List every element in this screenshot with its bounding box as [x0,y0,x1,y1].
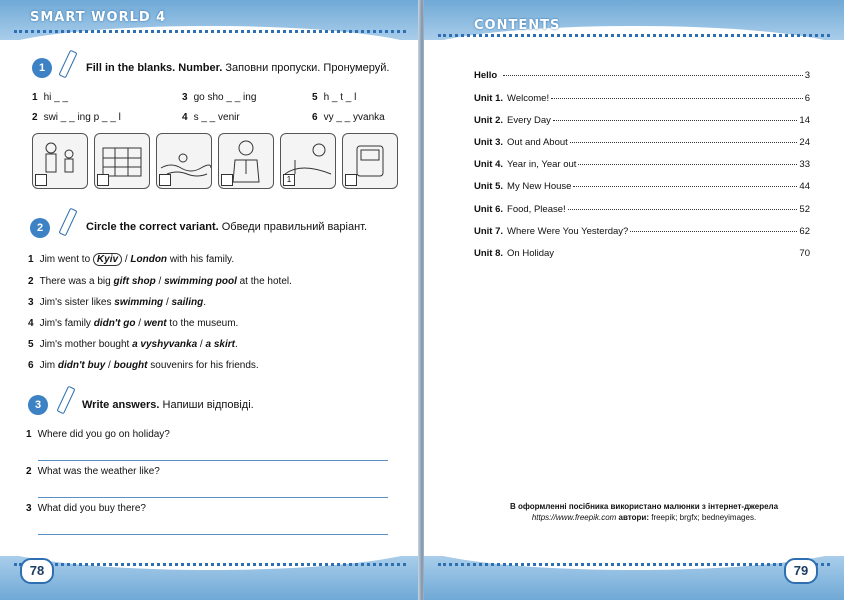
left-page [0,0,420,600]
picture-vyshyvanka [218,133,274,189]
right-page [424,0,844,600]
exercise-1-number: 1 [32,58,52,78]
ex1-item-3: 3 go sho _ _ ing [182,92,257,103]
toc-entry[interactable]: Unit 3. Out and About 24 [474,137,810,148]
picture-landscape [280,133,336,189]
ex1-item-5: 5 h _ t _ l [312,92,357,103]
dotted-border [14,30,406,33]
credits-sources: https://www.freepik.com автори: freepik; brgfx; bedneyimages. [531,513,757,522]
dotted-border [438,34,830,37]
picture-souvenir [342,133,398,189]
pencil-icon [56,386,75,415]
toc-entry[interactable]: Hello 3 [474,70,810,81]
ex2-sentence: 6 Jim didn't buy / bought souvenirs for his friends. [28,360,259,371]
answer-line[interactable] [38,534,388,535]
ex2-sentence: 4 Jim's family didn't go / went to the museum. [28,318,239,329]
credits-line: В оформленні посібника використано малюнки з інтернет-джерела [509,502,779,511]
toc-entry[interactable]: Unit 2. Every Day 14 [474,115,810,126]
ex3-question: 1 Where did you go on holiday? [26,429,170,440]
ex2-sentence: 1 Jim went to Kyiv / London with his family. [28,254,235,265]
ex1-item-1: 1 hi _ _ [32,92,69,103]
toc-entry[interactable]: Unit 7. Where Were You Yesterday? 62 [474,226,810,237]
ex2-sentence: 3 Jim's sister likes swimming / sailing. [28,297,206,308]
answer-line[interactable] [38,460,388,461]
toc-entry[interactable]: Unit 5. My New House 44 [474,181,810,192]
exercise-3-number: 3 [28,395,48,415]
toc-entry[interactable]: Unit 1. Welcome! 6 [474,93,810,104]
ex1-item-6: 6 vy _ _ yvanka [312,112,385,123]
exercise-1-instruction: Fill in the blanks. Number. Заповни пропуски. Пронумеруй. [86,62,390,74]
ex1-item-4: 4 s _ _ venir [182,112,240,123]
pencil-icon [58,208,77,237]
ex2-sentence: 5 Jim's mother bought a vyshyvanka / a skirt. [28,339,238,350]
picture-swimming [156,133,212,189]
exercise-2-instruction: Circle the correct variant. Обведи правильний варіант. [86,221,368,233]
picture-answer-tag: 1 [283,174,295,186]
picture-people [32,133,88,189]
exercise-3-instruction: Write answers. Напиши відповіді. [82,399,254,411]
toc-entry[interactable]: Unit 8. On Holiday 70 [474,248,810,259]
book-title: SMART WORLD 4 [30,10,167,25]
answer-line[interactable] [38,497,388,498]
picture-hotel [94,133,150,189]
toc-entry[interactable]: Unit 4. Year in, Year out 33 [474,159,810,170]
ex1-item-2: 2 swi _ _ ing p _ _ l [32,112,121,123]
ex3-question: 2 What was the weather like? [26,466,160,477]
contents-title: CONTENTS [474,18,561,33]
exercise-2-number: 2 [30,218,50,238]
dotted-border [14,563,406,566]
dotted-border [438,563,830,566]
ex3-question: 3 What did you buy there? [26,503,146,514]
page-number: 79 [784,558,818,584]
page-number: 78 [20,558,54,584]
toc-entry[interactable]: Unit 6. Food, Please! 52 [474,204,810,215]
ex2-sentence: 2 There was a big gift shop / swimming pool at the hotel. [28,276,292,287]
